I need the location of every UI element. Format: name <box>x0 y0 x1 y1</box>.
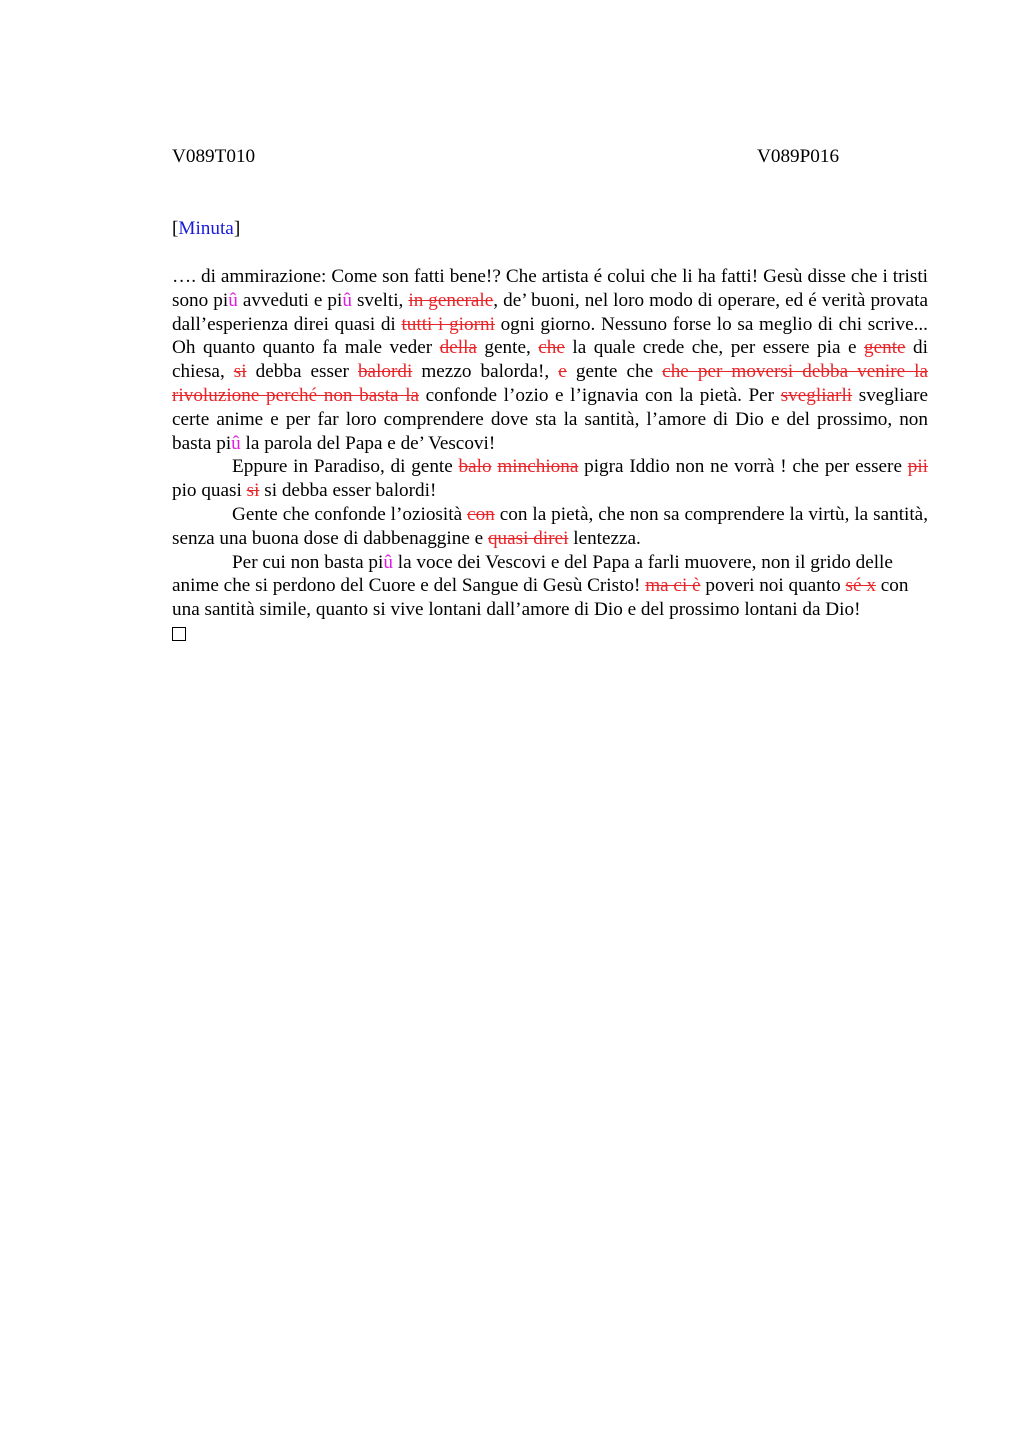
text-segment: ogni giorno. Nessuno forse lo sa meglio di chi scrive... Oh quanto quanto fa male veder <box>172 313 928 359</box>
deleted-text: che <box>538 337 565 359</box>
deleted-text: tutti i giorni <box>401 313 495 335</box>
deleted-text: in generale <box>408 289 494 311</box>
accent-char: û <box>231 432 241 454</box>
accent-char: û <box>383 551 393 573</box>
volume-code-right: V089P016 <box>757 146 840 167</box>
text-segment: confonde l’ozio e l’ignavia con la pietà. Per <box>419 384 781 406</box>
deleted-text: quasi direi <box>487 527 569 549</box>
text-segment: la parola del Papa e de’ Vescovi! <box>240 432 496 454</box>
paragraph <box>172 455 928 503</box>
text-segment: di chiesa, <box>172 337 928 383</box>
deleted-text: che per moversi debba venire la rivoluzione perché non basta la <box>172 361 928 406</box>
text-segment: pigra Iddio non ne vorrà ! che per essere <box>578 456 908 478</box>
text-segment: …. di ammirazione: Come son fatti bene!? Che artista é colui che li ha fatti! Gesù disse che i tristi sono pi <box>172 266 928 311</box>
text-segment: Eppure in Paradiso, di gente <box>232 456 459 478</box>
paragraph <box>172 551 928 622</box>
section-label-minuta: Minuta <box>178 218 234 239</box>
text-segment: Gente che confonde l’oziosità <box>232 503 468 525</box>
volume-code-left: V089T010 <box>172 146 256 167</box>
deleted-text: ma ci è <box>645 575 701 597</box>
deleted-text: e <box>558 361 567 383</box>
text-segment: gente che <box>566 361 663 383</box>
deleted-text: con <box>467 503 495 525</box>
text-segment: con la pietà, che non sa comprendere la virtù, la santità, senza una buona dose di dabbenaggine e <box>172 503 929 549</box>
accent-char: û <box>342 289 352 311</box>
deleted-text: sé x <box>845 575 876 597</box>
deleted-text: svegliarli <box>780 384 853 406</box>
deleted-text: della <box>439 337 477 359</box>
text-segment: , de’ buoni, nel loro modo di operare, ed é verità provata dall’esperienza direi quasi di <box>172 289 928 335</box>
accent-char: û <box>228 289 238 311</box>
document-page <box>172 145 928 648</box>
paragraph <box>172 265 928 455</box>
section-label <box>172 217 928 241</box>
deleted-text: pii <box>907 456 928 478</box>
end-mark <box>172 622 928 648</box>
deleted-text: balo <box>458 456 492 478</box>
text-segment: svelti, <box>351 289 409 311</box>
deleted-text: si <box>246 480 260 502</box>
body-text <box>172 265 928 622</box>
text-segment: avveduti e pi <box>237 289 343 311</box>
text-segment: poveri noi quanto <box>700 575 846 597</box>
header-row <box>172 145 928 169</box>
deleted-text: balordi <box>357 361 413 383</box>
text-segment: la voce dei Vescovi e del Papa a farli muovere, non il grido delle anime che si perdono del Cuore e del Sangue di Gesù Cristo! <box>172 551 893 597</box>
square-box-icon <box>172 627 186 641</box>
deleted-text: si <box>233 361 247 383</box>
text-segment: si debba esser balordi! <box>259 480 437 502</box>
text-segment: Per cui non basta pi <box>232 551 384 573</box>
text-segment: svegliare certe anime e per far loro comprendere dove sta la santità, l’amore di Dio e del prossimo, non basta pi <box>172 384 928 454</box>
text-segment: lentezza. <box>568 527 641 549</box>
text-segment: con una santità simile, quanto si vive lontani dall’amore di Dio e del prossimo lontani da Dio! <box>172 575 909 621</box>
deleted-text: minchiona <box>497 456 579 478</box>
text-segment: mezzo balorda!, <box>412 361 559 383</box>
close-bracket: ] <box>233 218 241 239</box>
text-segment: pio quasi <box>172 480 247 502</box>
deleted-text: gente <box>864 337 906 359</box>
text-segment: la quale crede che, per essere pia e <box>564 337 864 359</box>
open-bracket: [ <box>172 218 179 239</box>
text-segment: debba esser <box>246 361 358 383</box>
text-segment: gente, <box>476 337 539 359</box>
paragraph <box>172 503 928 551</box>
